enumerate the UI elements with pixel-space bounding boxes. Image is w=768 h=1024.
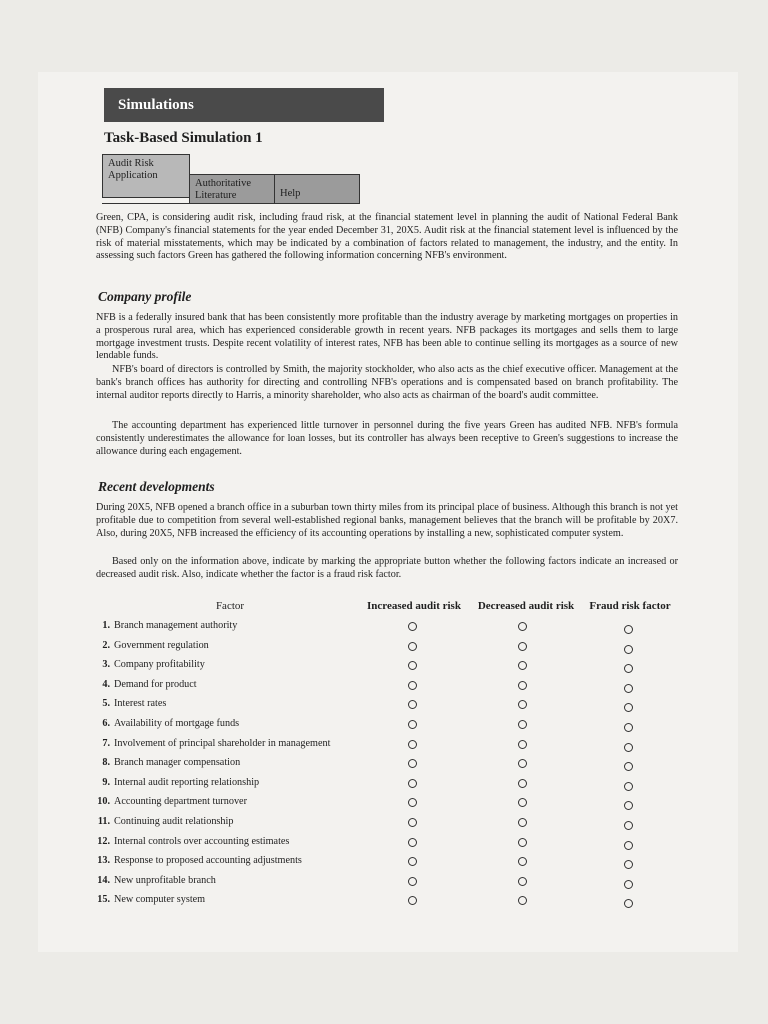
row-number: 12. (97, 835, 110, 847)
increased-risk-radio[interactable] (408, 759, 417, 768)
tabs-divider (102, 203, 360, 204)
tab-audit-risk-application[interactable]: Audit Risk Application (102, 154, 190, 198)
decreased-risk-radio[interactable] (518, 838, 527, 847)
increased-risk-radio[interactable] (408, 838, 417, 847)
tab-authoritative-literature[interactable]: Authoritative Literature (189, 174, 275, 204)
tab-help[interactable]: Help (274, 174, 360, 204)
fraud-risk-radio[interactable] (624, 841, 633, 850)
table-row (88, 698, 688, 718)
table-row (88, 777, 688, 797)
table-row (88, 738, 688, 758)
increased-risk-radio[interactable] (408, 622, 417, 631)
fraud-risk-radio[interactable] (624, 723, 633, 732)
row-number: 2. (102, 639, 110, 651)
decreased-risk-radio[interactable] (518, 740, 527, 749)
row-number: 14. (97, 874, 110, 886)
table-row (88, 659, 688, 679)
row-number: 8. (102, 757, 110, 769)
increased-risk-radio[interactable] (408, 896, 417, 905)
decreased-risk-radio[interactable] (518, 720, 527, 729)
row-number: 1. (102, 620, 110, 631)
factor-label: Interest rates (114, 698, 167, 710)
increased-risk-radio[interactable] (408, 857, 417, 866)
factor-label: Internal audit reporting relationship (114, 776, 260, 788)
intro-paragraph: Green, CPA, is considering audit risk, including fraud risk, at the financial statement level in planning the audit of National Federal Bank (NFB) Company's financial statements for the year ended December 31, 20X5. Audit risk at the financial statement level is influenced by the risk of material misstatements, which may be indicated by a combination of factors related to management, the industry, and the entity. In assessing such factors Green has gathered the following information concerning NFB's environment. (96, 212, 678, 262)
fraud-risk-radio[interactable] (624, 684, 633, 693)
fraud-risk-radio[interactable] (624, 645, 633, 654)
decreased-risk-radio[interactable] (518, 877, 527, 886)
factor-label: Availability of mortgage funds (114, 718, 240, 729)
table-row (88, 757, 688, 777)
fraud-risk-radio[interactable] (624, 625, 633, 634)
increased-risk-radio[interactable] (408, 720, 417, 729)
table-row (88, 796, 688, 816)
factor-label: New computer system (114, 894, 206, 906)
decreased-risk-radio[interactable] (518, 700, 527, 709)
decreased-risk-radio[interactable] (518, 818, 527, 827)
table-row (88, 875, 688, 895)
factor-label: Accounting department turnover (114, 796, 247, 808)
decreased-risk-radio[interactable] (518, 779, 527, 788)
factor-label: Continuing audit relationship (114, 816, 234, 827)
decreased-risk-radio[interactable] (518, 759, 527, 768)
fraud-risk-radio[interactable] (624, 801, 633, 810)
row-number: 5. (102, 698, 110, 710)
factor-label: Branch manager compensation (114, 757, 241, 769)
row-number: 9. (102, 776, 110, 788)
decreased-risk-radio[interactable] (518, 661, 527, 670)
simulation-title: Task-Based Simulation 1 (104, 130, 263, 146)
fraud-risk-radio[interactable] (624, 860, 633, 869)
table-row (88, 679, 688, 699)
column-header-increased: Increased audit risk (367, 600, 461, 612)
table-row (88, 855, 688, 875)
table-row (88, 620, 688, 640)
table-row (88, 640, 688, 660)
factor-label: Involvement of principal shareholder in management (114, 737, 331, 749)
fraud-risk-radio[interactable] (624, 762, 633, 771)
decreased-risk-radio[interactable] (518, 857, 527, 866)
increased-risk-radio[interactable] (408, 877, 417, 886)
fraud-risk-radio[interactable] (624, 664, 633, 673)
fraud-risk-radio[interactable] (624, 743, 633, 752)
table-row (88, 718, 688, 738)
increased-risk-radio[interactable] (408, 818, 417, 827)
instructions-paragraph: Based only on the information above, indicate by marking the appropriate button whether the following factors indicate an increased or decreased audit risk. Also, indicate whether the factor is a fraud risk factor. (96, 556, 678, 580)
factor-label: Response to proposed accounting adjustments (114, 855, 302, 867)
increased-risk-radio[interactable] (408, 661, 417, 670)
recent-developments-heading: Recent developments (98, 479, 215, 494)
fraud-risk-radio[interactable] (624, 880, 633, 889)
row-number: 3. (102, 659, 110, 671)
table-row (88, 816, 688, 836)
column-header-decreased: Decreased audit risk (477, 600, 575, 612)
company-profile-paragraph: NFB is a federally insured bank that has been consistently more profitable than the industry average by marketing mortgages on properties in a prosperous rural area, which has experienced considerable growth in recent years. NFB packages its mortgages and sells them to large mortgage investment trusts. Despite recent volatility of interest rates, NFB has been able to continue selling its mortgages as a source of new lendable funds. (96, 312, 678, 362)
column-header-fraud: Fraud risk factor (589, 600, 671, 612)
factor-label: Company profitability (114, 659, 205, 671)
fraud-risk-radio[interactable] (624, 899, 633, 908)
increased-risk-radio[interactable] (408, 700, 417, 709)
increased-risk-radio[interactable] (408, 681, 417, 690)
row-number: 13. (97, 855, 110, 867)
decreased-risk-radio[interactable] (518, 681, 527, 690)
company-profile-paragraph: The accounting department has experienced little turnover in personnel during the five years Green has audited NFB. NFB's formula consistently underestimates the allowance for loan losses, but its controller has always been receptive to Green's suggestions to increase the allowance during each engagement. (96, 420, 678, 457)
table-row (88, 836, 688, 856)
row-number: 4. (102, 678, 110, 690)
decreased-risk-radio[interactable] (518, 896, 527, 905)
increased-risk-radio[interactable] (408, 798, 417, 807)
decreased-risk-radio[interactable] (518, 622, 527, 631)
row-number: 6. (102, 718, 110, 729)
decreased-risk-radio[interactable] (518, 642, 527, 651)
fraud-risk-radio[interactable] (624, 782, 633, 791)
decreased-risk-radio[interactable] (518, 798, 527, 807)
increased-risk-radio[interactable] (408, 740, 417, 749)
factor-label: Government regulation (114, 639, 209, 651)
factor-label: Branch management authority (114, 620, 238, 631)
fraud-risk-radio[interactable] (624, 821, 633, 830)
factor-label: Internal controls over accounting estimates (114, 835, 290, 847)
increased-risk-radio[interactable] (408, 779, 417, 788)
fraud-risk-radio[interactable] (624, 703, 633, 712)
simulations-header: Simulations (104, 88, 384, 122)
row-number: 7. (102, 737, 110, 749)
factor-label: Demand for product (114, 678, 197, 690)
table-row (88, 894, 688, 914)
row-number: 11. (97, 816, 110, 827)
row-number: 15. (97, 894, 110, 906)
company-profile-heading: Company profile (98, 289, 192, 304)
factor-label: New unprofitable branch (114, 874, 216, 886)
increased-risk-radio[interactable] (408, 642, 417, 651)
recent-developments-paragraph: During 20X5, NFB opened a branch office in a suburban town thirty miles from its principal place of business. Although this branch is not yet profitable due to competition from several well-established regional banks, management believes that the branch will be profitable by 20X7. Also, during 20X5, NFB increased the efficiency of its accounting operations by installing a new, sophisticated computer system. (96, 502, 678, 539)
row-number: 10. (97, 796, 110, 808)
column-header-factor: Factor (215, 600, 245, 612)
company-profile-paragraph: NFB's board of directors is controlled by Smith, the majority stockholder, who also acts as the chief executive officer. Management at the bank's branch offices has authority for directing and controlling NFB's operations and is compensated based on branch profitability. The internal auditor reports directly to Harris, a minority shareholder, who also acts as chairman of the board's audit committee. (96, 364, 678, 401)
